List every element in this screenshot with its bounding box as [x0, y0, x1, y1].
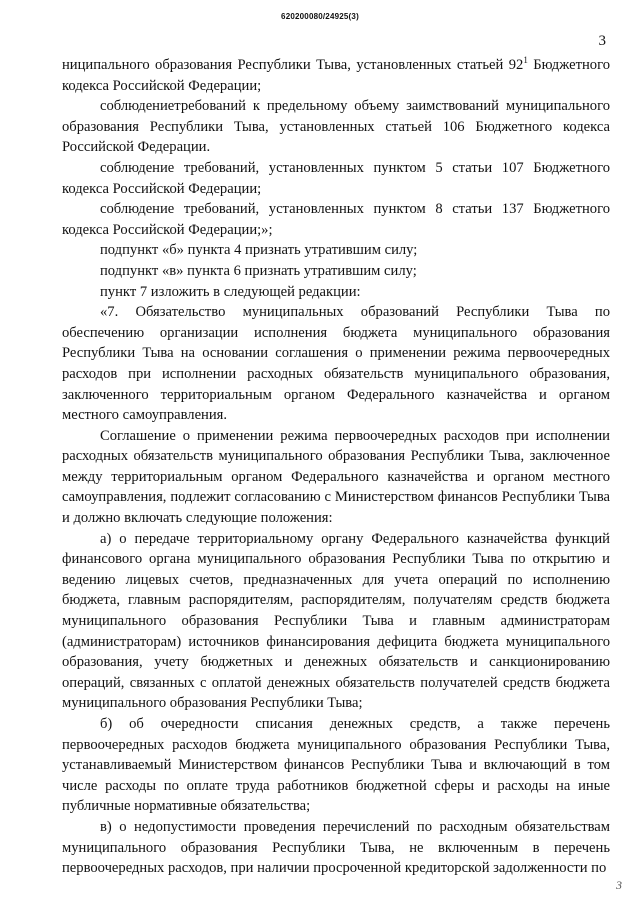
paragraph-p1: [62, 96, 610, 158]
paragraph-p10: [62, 714, 610, 817]
paragraph-p2: [62, 158, 610, 199]
paragraph-p4: [62, 240, 610, 261]
paragraph-text: соблюдение требований, установленных пунктом 8 статьи 137 Бюджетного кодекса Российской Федерации;»;: [62, 201, 610, 238]
paragraph-p5: [62, 261, 610, 282]
paragraph-p6: [62, 282, 610, 303]
superscript: 1: [523, 55, 528, 65]
paragraph-text: «7. Обязательство муниципальных образований Республики Тыва по обеспечению организации исполнения бюджета муниципального образования Республики Тыва на основании соглашения о применении режима первоочередных расходов при исполнении расходных обязательств муниципального образования, заключенного территориальным органом Федерального казначейства и органом местного самоуправления.: [62, 304, 610, 424]
paragraph-text: подпункт «в» пункта 6 признать утратившим силу;: [100, 262, 417, 279]
paragraph-text: подпункт «б» пункта 4 признать утратившим силу;: [100, 242, 418, 259]
paragraph-p3: [62, 199, 610, 240]
paragraph-text: б) об очередности списания денежных средств, а также перечень первоочередных расходов бюджета муниципального образования Республики Тыва, устанавливаемый Министерством финансов Республики Тыва и включающий в том числе расходы по оплате труда работников бюджетной сферы и расходы на иные публичные нормативные обязательства;: [62, 716, 610, 815]
paragraph-p9: [62, 529, 610, 714]
document-body: [62, 55, 610, 879]
paragraph-text: пункт 7 изложить в следующей редакции:: [100, 283, 361, 300]
page-number: 3: [598, 33, 606, 49]
paragraph-p7: [62, 302, 610, 426]
paragraph-p8: [62, 426, 610, 529]
paragraph-text: Бюджетного кодекса Российской Федерации;: [62, 57, 610, 94]
paragraph-text: соблюдениетребований к предельному объему заимствований муниципального образования Республики Тыва, установленных статьей 106 Бюджетного кодекса Российской Федерации.: [62, 98, 610, 156]
paragraph-text: ниципального образования Республики Тыва, установленных статьей 92: [62, 57, 524, 73]
handwritten-page-mark: 3: [616, 878, 622, 892]
paragraph-p11: [62, 817, 610, 879]
paragraph-text: соблюдение требований, установленных пунктом 5 статьи 107 Бюджетного кодекса Российской Федерации;: [62, 159, 610, 197]
document-registration-number: 620200080/24925(3): [281, 12, 359, 21]
paragraph-text: Соглашение о применении режима первоочередных расходов при исполнении расходных обязательств муниципального образования Республики Тыва, заключенное между территориальным органом Федерального казначейства и органом местного самоуправления, подлежит согласованию с Министерством финансов Республики Тыва и должно включать следующие положения:: [62, 427, 610, 527]
paragraph-text: в) о недопустимости проведения перечислений по расходным обязательствам муниципального образования Республики Тыва, не включенным в перечень первоочередных расходов, при наличии просроченной кредиторской задолженности по: [62, 818, 610, 877]
paragraph-text: а) о передаче территориальному органу Федерального казначейства функций финансового органа муниципального образования Республики Тыва по открытию и ведению лицевых счетов, предназначенных для учета операций по исполнению бюджета, главным распорядителям, распорядителям, получателям средств бюджета муниципального образования Республики Тыва и главным администраторам (администраторам) источников финансирования дефицита бюджета муниципального образования, учету бюджетных и денежных обязательств и санкционированию операций, связанных с оплатой денежных обязательств получателей средств бюджета муниципального образования Республики Тыва;: [62, 530, 610, 712]
paragraph-p0: [62, 55, 610, 96]
